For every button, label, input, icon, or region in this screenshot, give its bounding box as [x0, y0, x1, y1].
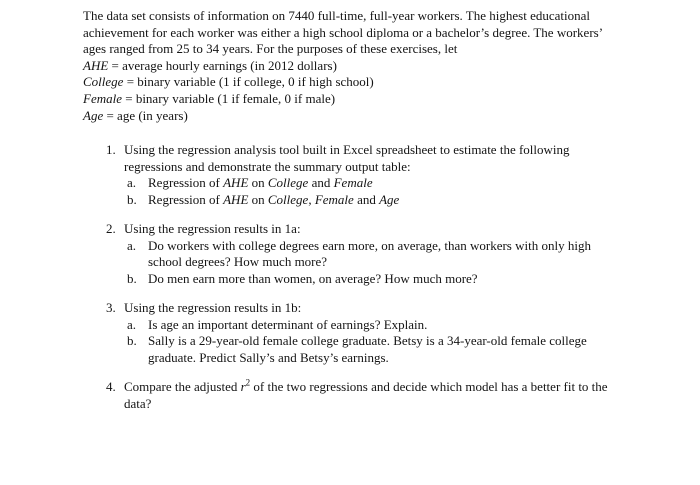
question-2: [106, 221, 626, 287]
question-number: 3.: [106, 300, 116, 315]
variable-name: Female: [83, 90, 122, 106]
variable-name: Age: [83, 107, 104, 123]
variable-name: College: [83, 74, 124, 90]
sub-question-3b: [127, 333, 626, 366]
variable-description: = average hourly earnings (in 2012 dollars): [108, 57, 337, 73]
variable-name: College: [267, 191, 309, 207]
text-fragment: and: [353, 191, 380, 207]
variable-name: Age: [379, 191, 400, 207]
definition-ahe: [83, 58, 623, 75]
intro-paragraph: The data set consists of information on 7440 full-time, full-year workers. The highest educational achievement for each worker was either a high school diploma or a bachelor’s degree. The workers’ ages ranged from 25 to 34 years. For the purposes of these exercises, let: [83, 8, 603, 57]
question-3: [106, 300, 626, 366]
question-number: 2.: [106, 221, 116, 236]
sub-question-2a: [127, 238, 626, 271]
question-number: 1.: [106, 142, 116, 157]
sub-question-1b: [127, 192, 626, 209]
intro-section: [83, 8, 623, 124]
sub-question-text: Sally is a 29-year-old female college graduate. Betsy is a 34-year-old female college graduate. Predict Sally’s and Betsy’s earnings.: [148, 333, 587, 365]
text-fragment: on: [248, 191, 268, 207]
variable-description: = age (in years): [103, 107, 188, 123]
text-fragment: Compare the adjusted: [124, 379, 241, 394]
question-text: Using the regression results in 1a:: [124, 221, 301, 236]
variable-name: College: [267, 175, 309, 191]
text-fragment: of the two regressions and decide which model has a better fit to the data?: [124, 379, 608, 411]
variable-name: AHE: [83, 57, 109, 73]
text-fragment: Regression of: [148, 175, 224, 191]
sub-label: b.: [127, 270, 137, 286]
question-text: Using the regression results in 1b:: [124, 300, 302, 315]
sub-question-text: Is age an important determinant of earnings? Explain.: [148, 316, 428, 332]
sub-label: a.: [127, 175, 137, 191]
variable-description: = binary variable (1 if female, 0 if male): [121, 90, 336, 106]
variable-description: = binary variable (1 if college, 0 if high school): [123, 74, 374, 90]
question-4: [106, 379, 626, 412]
text-fragment: ,: [308, 191, 315, 207]
definition-female: [83, 91, 623, 108]
question-1: [106, 142, 626, 208]
sub-label: a.: [127, 237, 137, 253]
variable-name: Female: [314, 191, 354, 207]
text-fragment: Regression of: [148, 191, 224, 207]
sub-question-1a: [127, 175, 626, 192]
definition-age: [83, 108, 623, 125]
question-text: Using the regression analysis tool built in Excel spreadsheet to estimate the following regressions and demonstrate the summary output table:: [124, 142, 570, 174]
sub-question-list: [106, 317, 626, 367]
sub-label: a.: [127, 316, 137, 332]
definition-college: [83, 74, 623, 91]
variable-name: AHE: [223, 191, 249, 207]
variable-name: r: [240, 379, 246, 394]
sub-label: b.: [127, 191, 137, 207]
variable-name: AHE: [223, 175, 249, 191]
sub-question-list: [106, 238, 626, 288]
text-fragment: on: [248, 175, 268, 191]
question-text: [124, 379, 626, 412]
sub-question-list: [106, 175, 626, 208]
question-number: 4.: [106, 379, 116, 394]
text-fragment: and: [308, 175, 334, 191]
variable-name: Female: [333, 175, 373, 191]
sub-question-2b: [127, 271, 626, 288]
sub-question-3a: [127, 317, 626, 334]
sub-question-text: Do workers with college degrees earn more, on average, than workers with only high school degrees? How much more?: [148, 237, 591, 270]
superscript: 2: [245, 377, 251, 388]
sub-question-text: Do men earn more than women, on average? How much more?: [148, 270, 478, 286]
sub-label: b.: [127, 333, 137, 349]
